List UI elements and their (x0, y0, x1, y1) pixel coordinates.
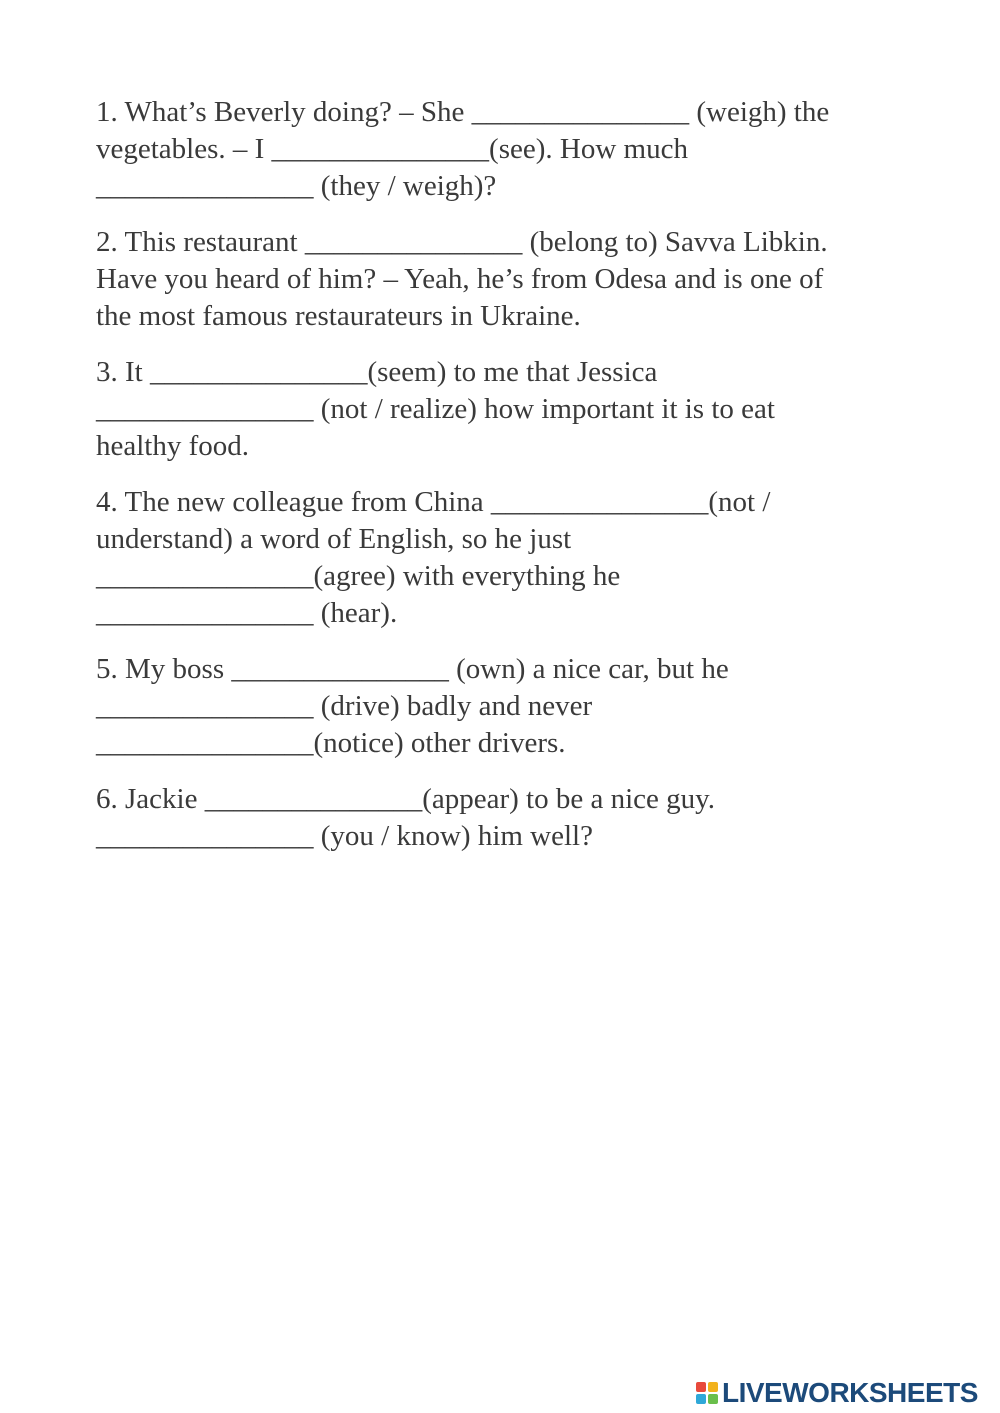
exercise-line: 3. It _______________(seem) to me that Jessica (96, 356, 658, 388)
liveworksheets-logo[interactable] (696, 1375, 978, 1411)
exercise-line: 5. My boss _______________ (own) a nice car, but he (96, 653, 729, 685)
exercise-line: Have you heard of him? – Yeah, he’s from Odesa and is one of (96, 263, 824, 295)
exercise-line: vegetables. – I _______________(see). How much (96, 133, 688, 165)
exercise-line: _______________(notice) other drivers. (96, 727, 566, 759)
exercise-item-2 (96, 224, 896, 335)
logo-text: LIVEWORKSHEETS (722, 1377, 978, 1408)
exercise-item-1 (96, 94, 896, 205)
exercise-item-4 (96, 484, 896, 632)
exercise-line: 4. The new colleague from China _______________(not / (96, 486, 771, 518)
exercise-item-6 (96, 781, 896, 855)
exercise-line: understand) a word of English, so he just (96, 523, 572, 555)
exercise-item-5 (96, 651, 896, 762)
exercise-item-3 (96, 354, 896, 465)
exercise-line: 2. This restaurant _______________ (belong to) Savva Libkin. (96, 226, 828, 258)
exercise-line: _______________ (they / weigh)? (96, 170, 497, 202)
exercise-line: healthy food. (96, 430, 250, 462)
exercise-line: 6. Jackie _______________(appear) to be a nice guy. (96, 783, 716, 815)
exercise-line: _______________ (hear). (96, 597, 398, 629)
exercise-list (96, 94, 896, 874)
exercise-line: the most famous restaurateurs in Ukraine. (96, 300, 581, 332)
exercise-line: 1. What’s Beverly doing? – She _______________ (weigh) the (96, 96, 830, 128)
exercise-line: _______________ (not / realize) how important it is to eat (96, 393, 775, 425)
liveworksheets-logo-icon (696, 1382, 718, 1404)
exercise-line: _______________(agree) with everything he (96, 560, 621, 592)
exercise-line: _______________ (drive) badly and never (96, 690, 593, 722)
exercise-line: _______________ (you / know) him well? (96, 820, 593, 852)
